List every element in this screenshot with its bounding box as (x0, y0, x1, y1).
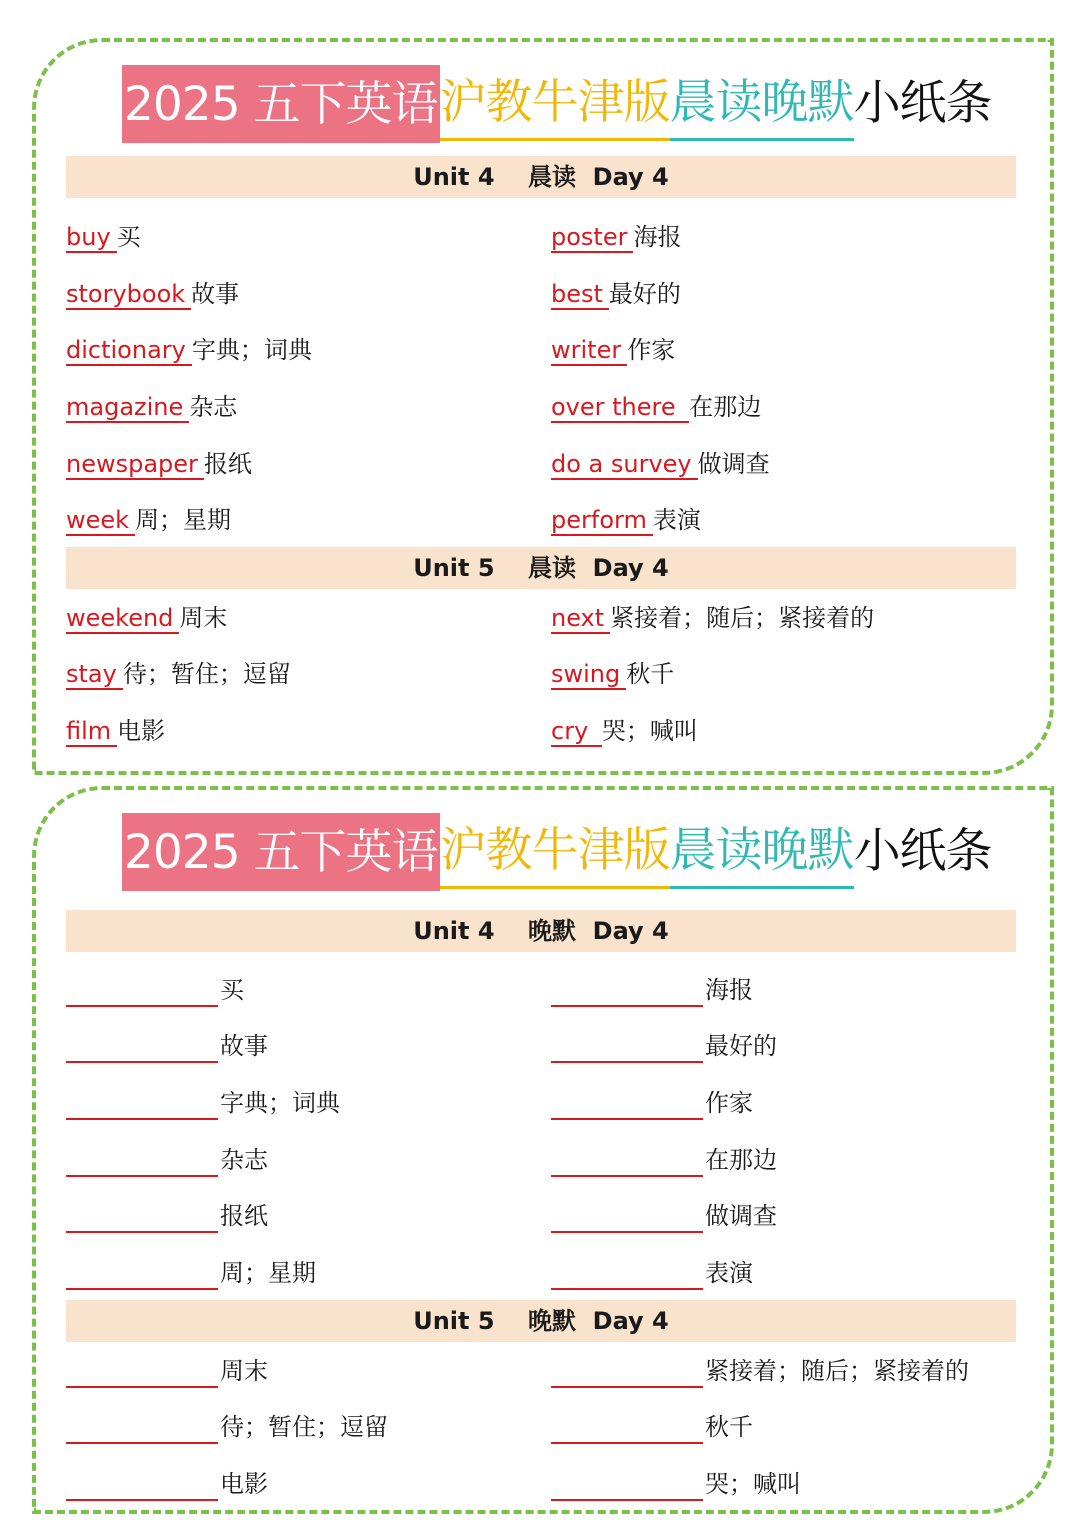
chinese-meaning: 表演 (705, 1259, 753, 1287)
chinese-meaning: 最好的 (608, 280, 681, 308)
dictation-item (66, 973, 244, 1007)
unit5-evening-header: Unit 5 晚默 Day 4 (66, 1300, 1016, 1342)
dictation-item (551, 1029, 777, 1063)
chinese-meaning: 紧接着；随后；紧接着的 (610, 604, 875, 632)
english-word: perform (551, 506, 653, 536)
chinese-meaning: 电影 (117, 717, 166, 745)
dictation-item (551, 1086, 753, 1120)
chinese-meaning: 周；星期 (220, 1259, 316, 1287)
dictation-item (551, 1143, 777, 1177)
vocab-item (66, 277, 239, 311)
answer-blank[interactable] (551, 1362, 703, 1388)
english-word: buy (66, 223, 117, 253)
dictation-item (66, 1256, 316, 1290)
dictation-item (66, 1467, 268, 1501)
answer-blank[interactable] (66, 1264, 218, 1290)
answer-blank[interactable] (551, 1475, 703, 1501)
vocab-item (551, 714, 698, 748)
dictation-item (66, 1029, 268, 1063)
dictation-item (551, 973, 753, 1007)
dictation-item (66, 1143, 268, 1177)
english-word: writer (551, 336, 627, 366)
answer-blank[interactable] (66, 1475, 218, 1501)
vocab-item (551, 390, 761, 424)
chinese-meaning: 哭；喊叫 (705, 1470, 801, 1498)
english-word: do a survey (551, 450, 698, 480)
title-year-grade: 2025 五下英语 (122, 813, 440, 891)
vocab-item (551, 447, 770, 481)
chinese-meaning: 字典；词典 (191, 336, 312, 364)
answer-blank[interactable] (551, 1418, 703, 1444)
dictation-item (66, 1086, 340, 1120)
chinese-meaning: 海报 (705, 976, 753, 1004)
unit5-morning-header: Unit 5 晨读 Day 4 (66, 547, 1016, 589)
dictation-item (551, 1467, 801, 1501)
morning-title (122, 64, 992, 144)
chinese-meaning: 周末 (179, 604, 228, 632)
vocab-item (551, 333, 675, 367)
dictation-item (551, 1199, 777, 1233)
chinese-meaning: 做调查 (705, 1202, 777, 1230)
chinese-meaning: 报纸 (220, 1202, 268, 1230)
dictation-item (66, 1410, 388, 1444)
answer-blank[interactable] (551, 1207, 703, 1233)
chinese-meaning: 在那边 (689, 393, 762, 421)
dictation-item (66, 1199, 268, 1233)
chinese-meaning: 故事 (191, 280, 240, 308)
vocab-item (66, 714, 165, 748)
vocab-item (66, 447, 252, 481)
english-word: dictionary (66, 336, 192, 366)
chinese-meaning: 在那边 (705, 1146, 777, 1174)
vocab-item (66, 220, 141, 254)
chinese-meaning: 报纸 (203, 450, 252, 478)
english-word: best (551, 280, 609, 310)
chinese-meaning: 待；暂住；逗留 (220, 1413, 388, 1441)
english-word: cry (551, 717, 602, 747)
dictation-item (551, 1354, 969, 1388)
english-word: over there (551, 393, 689, 423)
title-edition: 沪教牛津版 (440, 68, 670, 141)
answer-blank[interactable] (66, 1151, 218, 1177)
chinese-meaning: 杂志 (189, 393, 238, 421)
chinese-meaning: 最好的 (705, 1032, 777, 1060)
unit4-evening-header: Unit 4 晚默 Day 4 (66, 910, 1016, 952)
answer-blank[interactable] (551, 1037, 703, 1063)
english-word: swing (551, 660, 626, 690)
chinese-meaning: 周；星期 (135, 506, 232, 534)
english-word: weekend (66, 604, 179, 634)
chinese-meaning: 电影 (220, 1470, 268, 1498)
title-edition: 沪教牛津版 (440, 816, 670, 889)
answer-blank[interactable] (551, 981, 703, 1007)
chinese-meaning: 周末 (220, 1357, 268, 1385)
english-word: storybook (66, 280, 191, 310)
chinese-meaning: 作家 (627, 336, 676, 364)
title-read-recite: 晨读晚默 (670, 68, 854, 141)
dictation-item (551, 1410, 753, 1444)
english-word: newspaper (66, 450, 204, 480)
chinese-meaning: 紧接着；随后；紧接着的 (705, 1357, 969, 1385)
chinese-meaning: 做调查 (697, 450, 770, 478)
vocab-item (551, 601, 874, 635)
english-word: week (66, 506, 135, 536)
chinese-meaning: 买 (220, 976, 244, 1004)
dictation-item (66, 1354, 268, 1388)
chinese-meaning: 字典；词典 (220, 1089, 340, 1117)
title-read-recite: 晨读晚默 (670, 816, 854, 889)
vocab-item (66, 657, 291, 691)
chinese-meaning: 作家 (705, 1089, 753, 1117)
answer-blank[interactable] (551, 1094, 703, 1120)
chinese-meaning: 秋千 (705, 1413, 753, 1441)
english-word: film (66, 717, 117, 747)
answer-blank[interactable] (551, 1264, 703, 1290)
chinese-meaning: 哭；喊叫 (601, 717, 698, 745)
chinese-meaning: 海报 (633, 223, 682, 251)
english-word: poster (551, 223, 633, 253)
morning-reading-card (32, 38, 1054, 775)
unit4-morning-header: Unit 4 晨读 Day 4 (66, 156, 1016, 198)
english-word: magazine (66, 393, 189, 423)
dictation-item (551, 1256, 753, 1290)
answer-blank[interactable] (66, 981, 218, 1007)
vocab-item (66, 601, 227, 635)
evening-title (122, 812, 992, 892)
vocab-item (66, 503, 231, 537)
answer-blank[interactable] (551, 1151, 703, 1177)
english-word: next (551, 604, 610, 634)
title-slip: 小纸条 (853, 76, 992, 131)
chinese-meaning: 待；暂住；逗留 (122, 660, 291, 688)
chinese-meaning: 故事 (220, 1032, 268, 1060)
answer-blank[interactable] (66, 1207, 218, 1233)
vocab-item (551, 220, 681, 254)
vocab-item (551, 503, 701, 537)
title-year-grade: 2025 五下英语 (122, 65, 440, 143)
answer-blank[interactable] (66, 1362, 218, 1388)
answer-blank[interactable] (66, 1418, 218, 1444)
chinese-meaning: 秋千 (626, 660, 675, 688)
vocab-item (551, 277, 681, 311)
answer-blank[interactable] (66, 1037, 218, 1063)
vocab-item (551, 657, 674, 691)
chinese-meaning: 买 (116, 223, 141, 251)
chinese-meaning: 杂志 (220, 1146, 268, 1174)
evening-dictation-card (32, 786, 1054, 1514)
vocab-item (66, 390, 237, 424)
english-word: stay (66, 660, 123, 690)
answer-blank[interactable] (66, 1094, 218, 1120)
title-slip: 小纸条 (853, 824, 992, 879)
chinese-meaning: 表演 (652, 506, 701, 534)
vocab-item (66, 333, 312, 367)
